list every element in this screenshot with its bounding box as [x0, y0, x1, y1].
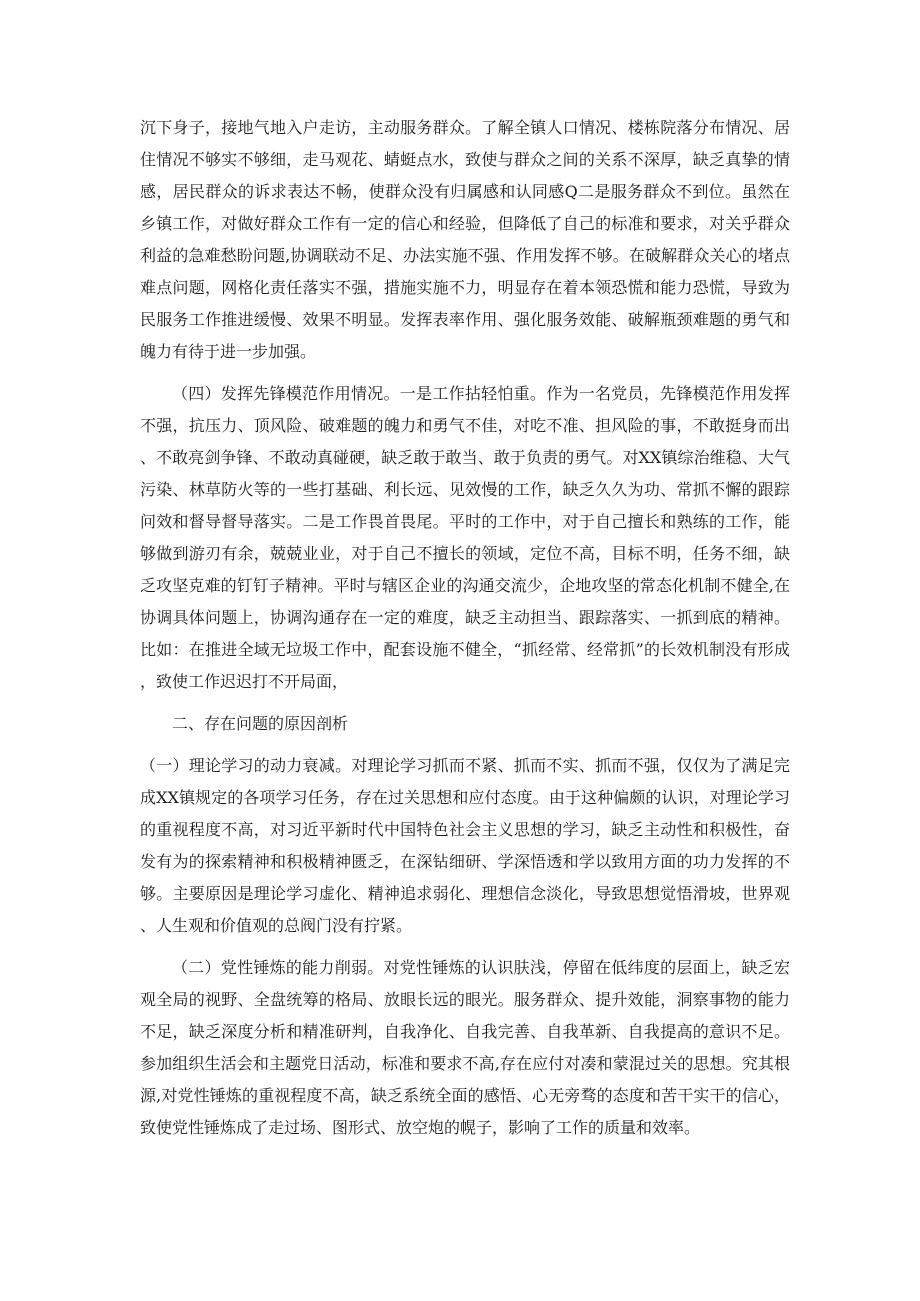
paragraph-vanguard-role: （四）发挥先锋模范作用情况。一是工作拈轻怕重。作为一名党员，先锋模范作用发挥不强，抗压力、顶风险、破难题的魄力和勇气不佳，对吃不准、担风险的事，不敢挺身而出、不敢亮剑争锋、不敢动真碰硬，缺乏敢于敢当、敢于负责的勇气。对XX镇综治维稳、大气污染、林草防火等的一些打基础、利长远、见效慢的工作，缺乏久久为功、常抓不懈的跟踪问效和督导督导落实。二是工作畏首畏尾。平时的工作中，对于自己擅长和熟练的工作，能够做到游刃有余，兢兢业业，对于自己不擅长的领域，定位不高，目标不明，任务不细，缺乏攻坚克难的钉钉子精神。平时与辖区企业的沟通交流少，企地攻坚的常态化机制不健全,在协调具体问题上，协调沟通存在一定的难度，缺乏主动担当、跟踪落实、一抓到底的精神。比如：在推进全域无垃圾工作中，配套设施不健全，“抓经常、经常抓”的长效机制没有形成，致使工作迟迟打不开局面， [140, 384, 790, 691]
section-heading-cause-analysis: 二、存在问题的原因剖析 [172, 714, 349, 733]
paragraph-service-to-masses: 沉下身子，接地气地入户走访，主动服务群众。了解全镇人口情况、楼栋院落分布情况、居住情况不够实不够细，走马观花、蜻蜓点水，致使与群众之间的关系不深厚，缺乏真挚的情感，居民群众的诉求表达不畅，使群众没有归属感和认同感Q二是服务群众不到位。虽然在乡镇工作，对做好群众工作有一定的信心和经验，但降低了自己的标准和要求，对关乎群众利益的急难愁盼问题,协调联动不足、办法实施不强、作用发挥不够。在破解群众关心的堵点难点问题，网格化责任落实不强，措施实施不力，明显存在着本领恐慌和能力恐慌，导致为民服务工作推进缓慢、效果不明显。发挥表率作用、强化服务效能、破解瓶颈难题的勇气和魄力有待于进一步加强。 [140, 118, 790, 361]
paragraph-theory-study: （一）理论学习的动力衰减。对理论学习抓而不紧、抓而不实、抓而不强，仅仅为了满足完成XX镇规定的各项学习任务，存在过关思想和应付态度。由于这种偏颇的认识，对理论学习的重视程度不高，对习近平新时代中国特色社会主义思想的学习，缺乏主动性和积极性，奋发有为的探索精神和积极精神匮乏，在深钻细研、学深悟透和学以致用方面的功力发挥的不够。主要原因是理论学习虚化、精神追求弱化、理想信念淡化，导致思想觉悟滑坡，世界观、人生观和价值观的总阀门没有拧紧。 [140, 756, 790, 935]
document-body [140, 112, 790, 1144]
paragraph-party-spirit: （二）党性锤炼的能力削弱。对党性锤炼的认识肤浅，停留在低纬度的层面上，缺乏宏观全局的视野、全盘统筹的格局、放眼长远的眼光。服务群众、提升效能，洞察事物的能力不足，缺乏深度分析和精准研判，自我净化、自我完善、自我革新、自我提高的意识不足。参加组织生活会和主题党日活动，标准和要求不高,存在应付对凑和蒙混过关的思想。究其根源,对党性锤炼的重视程度不高，缺乏系统全面的感悟、心无旁骛的态度和苦干实干的信心，致使党性锤炼成了走过场、图形式、放空炮的幌子，影响了工作的质量和效率。 [140, 958, 790, 1137]
